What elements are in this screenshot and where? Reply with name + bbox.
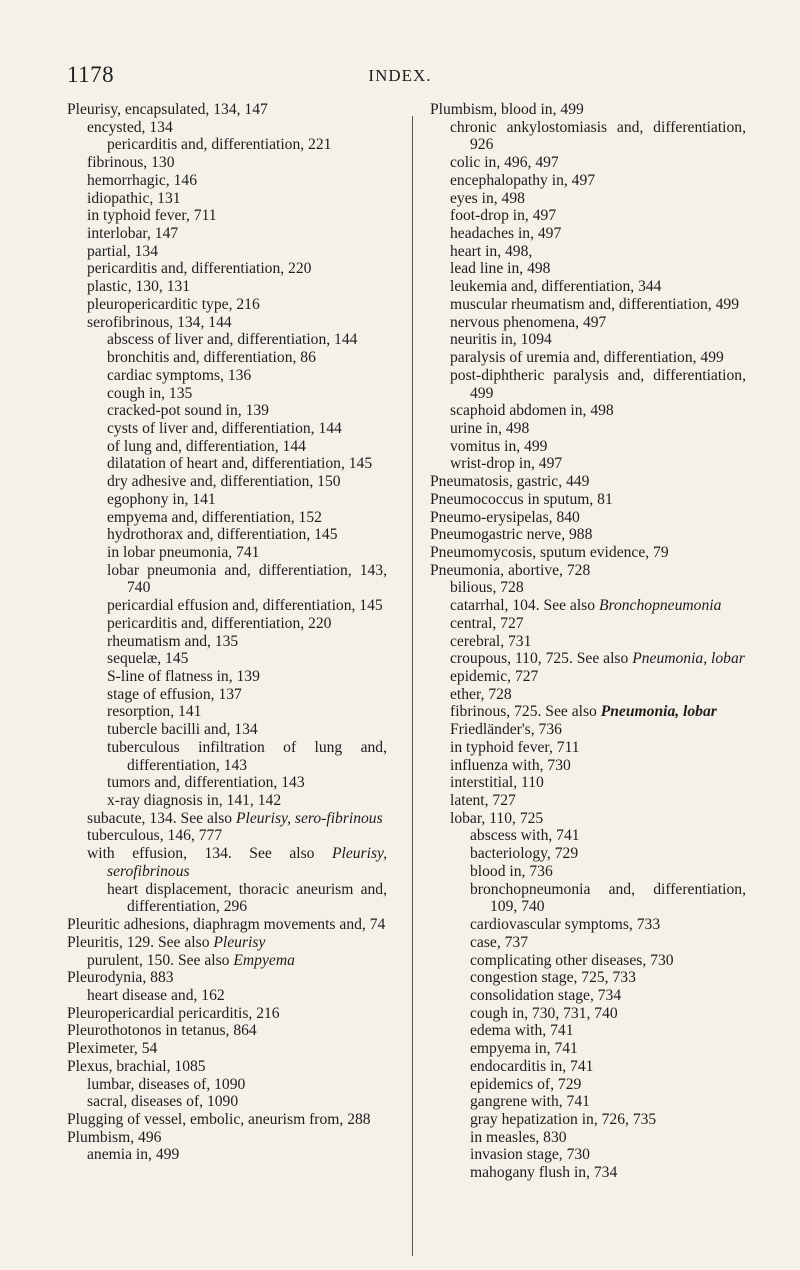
entry-text: Plumbism, 496 xyxy=(67,1128,162,1146)
index-entry xyxy=(430,544,746,562)
index-entry xyxy=(67,260,387,278)
entry-text: Pleurothotonos in tetanus, 864 xyxy=(67,1022,257,1040)
entry-text: subacute, 134. See also xyxy=(87,809,236,827)
entry-text: invasion stage, 730 xyxy=(470,1146,590,1164)
index-entry xyxy=(67,952,387,970)
entry-text: bilious, 728 xyxy=(450,579,524,597)
index-entry xyxy=(67,455,387,473)
entry-text: case, 737 xyxy=(470,933,529,951)
entry-text: partial, 134 xyxy=(87,242,159,260)
entry-text: urine in, 498 xyxy=(450,419,530,437)
index-entry xyxy=(430,1111,746,1129)
entry-text: pericarditis and, differentiation, 221 xyxy=(107,136,332,154)
see-also-reference: Empyema xyxy=(233,951,295,969)
index-entry xyxy=(67,792,387,810)
entry-text: consolidation stage, 734 xyxy=(470,986,622,1004)
index-entry xyxy=(430,633,746,651)
entry-text: in lobar pneumonia, 741 xyxy=(107,543,260,561)
index-column-left xyxy=(67,101,387,1164)
index-entry xyxy=(430,1129,746,1147)
index-entry xyxy=(430,774,746,792)
index-entry xyxy=(430,987,746,1005)
index-entry xyxy=(67,597,387,615)
index-entry xyxy=(67,633,387,651)
index-entry xyxy=(430,1164,746,1182)
entry-text: pericarditis and, differentiation, 220 xyxy=(87,260,312,278)
index-entry xyxy=(67,136,387,154)
index-entry xyxy=(430,172,746,190)
see-also-reference: Pleurisy xyxy=(213,933,266,951)
entry-text: lead line in, 498 xyxy=(450,260,551,278)
entry-text: abscess with, 741 xyxy=(470,827,580,845)
index-entry xyxy=(430,1005,746,1023)
index-entry xyxy=(430,1040,746,1058)
index-entry xyxy=(67,172,387,190)
index-entry xyxy=(67,686,387,704)
entry-text: in typhoid fever, 711 xyxy=(450,738,580,756)
entry-text: S-line of flatness in, 139 xyxy=(107,668,260,685)
entry-text: x-ray diagnosis in, 141, 142 xyxy=(107,792,282,810)
entry-text: pericardial effusion and, differentiation, 145 xyxy=(107,597,383,615)
entry-text: bronchopneumonia and, differentiation, 109, 740 xyxy=(470,880,746,916)
entry-text: Friedländer's, 736 xyxy=(450,721,562,739)
entry-text: Pleuritis, 129. See also xyxy=(67,933,214,951)
index-entry xyxy=(430,438,746,456)
entry-text: cerebral, 731 xyxy=(450,632,532,650)
entry-text: Pleurisy, encapsulated, 134, 147 xyxy=(67,101,268,118)
entry-text: hydrothorax and, differentiation, 145 xyxy=(107,526,338,544)
index-entry xyxy=(430,331,746,349)
entry-text: of lung and, differentiation, 144 xyxy=(107,437,306,455)
entry-text: leukemia and, differentiation, 344 xyxy=(450,278,662,296)
index-entry xyxy=(430,721,746,739)
index-entry xyxy=(430,367,746,402)
index-entry xyxy=(430,650,746,668)
index-entry xyxy=(430,225,746,243)
entry-text: paralysis of uremia and, differentiation, 499 xyxy=(450,349,724,367)
entry-text: heart in, 498, xyxy=(450,242,533,260)
entry-text: headaches in, 497 xyxy=(450,225,562,243)
entry-text: sacral, diseases of, 1090 xyxy=(87,1093,239,1111)
index-entry xyxy=(430,1076,746,1094)
entry-text: cough in, 730, 731, 740 xyxy=(470,1004,618,1022)
entry-text: edema with, 741 xyxy=(470,1022,574,1040)
entry-text: colic in, 496, 497 xyxy=(450,154,559,172)
index-entry xyxy=(67,810,387,828)
entry-text: plastic, 130, 131 xyxy=(87,278,191,296)
index-entry xyxy=(67,207,387,225)
index-entry xyxy=(430,757,746,775)
index-entry xyxy=(430,739,746,757)
index-entry xyxy=(67,1111,387,1129)
entry-text: stage of effusion, 137 xyxy=(107,685,242,703)
index-entry xyxy=(430,1093,746,1111)
entry-text: epidemic, 727 xyxy=(450,668,539,685)
index-entry xyxy=(67,615,387,633)
entry-text: interlobar, 147 xyxy=(87,225,179,243)
entry-text: Pneumogastric nerve, 988 xyxy=(430,526,593,544)
entry-text: egophony in, 141 xyxy=(107,490,216,508)
entry-text: abscess of liver and, differentiation, 144 xyxy=(107,331,358,349)
index-entry xyxy=(430,579,746,597)
entry-text: heart displacement, thoracic aneurism and, differentiation, 296 xyxy=(107,880,387,916)
entry-text: cough in, 135 xyxy=(107,384,193,402)
index-entry xyxy=(430,916,746,934)
entry-text: scaphoid abdomen in, 498 xyxy=(450,402,614,420)
entry-text: Pleuritic adhesions, diaphragm movements and, 74 xyxy=(67,916,386,934)
entry-text: cardiovascular symptoms, 733 xyxy=(470,916,661,934)
index-entry xyxy=(67,296,387,314)
index-entry xyxy=(67,987,387,1005)
index-entry xyxy=(67,916,387,934)
entry-text: congestion stage, 725, 733 xyxy=(470,969,636,987)
entry-text: purulent, 150. See also xyxy=(87,951,234,969)
index-entry xyxy=(67,314,387,332)
entry-text: Pneumococcus in sputum, 81 xyxy=(430,490,613,508)
entry-text: catarrhal, 104. See also xyxy=(450,597,599,615)
index-entry xyxy=(430,1146,746,1164)
index-entry xyxy=(67,278,387,296)
entry-text: anemia in, 499 xyxy=(87,1146,180,1164)
index-entry xyxy=(430,296,746,314)
entry-text: Plugging of vessel, embolic, aneurism from, 288 xyxy=(67,1110,371,1128)
index-entry xyxy=(67,526,387,544)
index-entry xyxy=(67,1129,387,1147)
index-entry xyxy=(430,402,746,420)
index-entry xyxy=(67,881,387,916)
index-entry xyxy=(67,774,387,792)
index-entry xyxy=(67,562,387,597)
index-entry xyxy=(67,934,387,952)
entry-text: serofibrinous, 134, 144 xyxy=(87,313,232,331)
index-entry xyxy=(67,491,387,509)
index-entry xyxy=(67,243,387,261)
entry-text: tuberculous infiltration of lung and, differentiation, 143 xyxy=(107,738,387,774)
entry-text: croupous, 110, 725. See also xyxy=(450,650,633,668)
index-entry xyxy=(430,863,746,881)
index-entry xyxy=(430,243,746,261)
index-entry xyxy=(67,650,387,668)
index-entry xyxy=(67,544,387,562)
entry-text: eyes in, 498 xyxy=(450,189,525,207)
entry-text: lumbar, diseases of, 1090 xyxy=(87,1075,246,1093)
entry-text: rheumatism and, 135 xyxy=(107,632,239,650)
entry-text: interstitial, 110 xyxy=(450,774,544,792)
entry-text: sequelæ, 145 xyxy=(107,650,189,668)
see-also-reference: Bronchopneumonia xyxy=(598,597,722,615)
see-also-reference: Pleurisy, serofibrinous xyxy=(107,845,387,880)
entry-text: fibrinous, 130 xyxy=(87,154,175,172)
index-entry xyxy=(430,881,746,916)
index-entry xyxy=(430,119,746,154)
index-entry xyxy=(67,385,387,403)
index-entry xyxy=(430,810,746,828)
index-entry xyxy=(430,703,746,721)
see-also-reference: Pleurisy, sero-fibrinous xyxy=(235,809,383,827)
index-entry xyxy=(67,1093,387,1111)
entry-text: resorption, 141 xyxy=(107,703,202,721)
index-entry xyxy=(67,721,387,739)
entry-text: vomitus in, 499 xyxy=(450,437,548,455)
index-entry xyxy=(67,827,387,845)
index-entry xyxy=(430,190,746,208)
see-also-reference: Pneumonia, lobar xyxy=(600,703,717,721)
entry-text: in typhoid fever, 711 xyxy=(87,207,217,225)
entry-text: foot-drop in, 497 xyxy=(450,207,557,225)
index-entry xyxy=(430,562,746,580)
entry-text: cracked-pot sound in, 139 xyxy=(107,402,269,420)
entry-text: neuritis in, 1094 xyxy=(450,331,552,349)
index-entry xyxy=(430,491,746,509)
entry-text: tubercle bacilli and, 134 xyxy=(107,721,258,739)
index-entry xyxy=(430,827,746,845)
entry-text: encysted, 134 xyxy=(87,118,173,136)
column-divider xyxy=(412,116,413,1256)
index-entry xyxy=(430,668,746,686)
index-entry xyxy=(430,101,746,119)
index-entry xyxy=(430,845,746,863)
index-entry xyxy=(67,845,387,880)
entry-text: wrist-drop in, 497 xyxy=(450,455,563,473)
entry-text: endocarditis in, 741 xyxy=(470,1057,594,1075)
index-entry xyxy=(67,1058,387,1076)
entry-text: pericarditis and, differentiation, 220 xyxy=(107,614,332,632)
index-entry xyxy=(67,703,387,721)
entry-text: Pleximeter, 54 xyxy=(67,1040,158,1058)
entry-text: in measles, 830 xyxy=(470,1128,567,1146)
entry-text: gray hepatization in, 726, 735 xyxy=(470,1110,657,1128)
entry-text: fibrinous, 725. See also xyxy=(450,703,601,721)
entry-text: idiopathic, 131 xyxy=(87,189,181,207)
index-entry xyxy=(430,314,746,332)
entry-text: Pneumo-erysipelas, 840 xyxy=(430,508,580,526)
entry-text: blood in, 736 xyxy=(470,862,553,880)
entry-text: Pneumomycosis, sputum evidence, 79 xyxy=(430,543,669,561)
entry-text: cysts of liver and, differentiation, 144 xyxy=(107,419,342,437)
index-entry xyxy=(67,1146,387,1164)
index-entry xyxy=(430,1058,746,1076)
entry-text: Plexus, brachial, 1085 xyxy=(67,1057,206,1075)
index-entry xyxy=(67,473,387,491)
entry-text: empyema in, 741 xyxy=(470,1040,578,1058)
entry-text: cardiac symptoms, 136 xyxy=(107,366,252,384)
index-entry xyxy=(67,668,387,686)
entry-text: epidemics of, 729 xyxy=(470,1075,582,1093)
entry-text: Plumbism, blood in, 499 xyxy=(430,101,584,118)
entry-text: latent, 727 xyxy=(450,792,516,810)
index-entry xyxy=(430,154,746,172)
page-number: 1178 xyxy=(67,62,115,87)
entry-text: chronic ankylostomiasis and, differentiation, 926 xyxy=(450,118,746,154)
index-entry xyxy=(430,207,746,225)
index-entry xyxy=(67,969,387,987)
entry-text: bronchitis and, differentiation, 86 xyxy=(107,349,316,367)
entry-text: tumors and, differentiation, 143 xyxy=(107,774,305,792)
index-entry xyxy=(67,154,387,172)
entry-text: heart disease and, 162 xyxy=(87,986,225,1004)
entry-text: central, 727 xyxy=(450,614,524,632)
index-entry xyxy=(430,455,746,473)
index-entry xyxy=(67,1022,387,1040)
index-entry xyxy=(430,615,746,633)
index-entry xyxy=(67,1076,387,1094)
entry-text: complicating other diseases, 730 xyxy=(470,951,674,969)
entry-text: influenza with, 730 xyxy=(450,756,571,774)
entry-text: Pneumatosis, gastric, 449 xyxy=(430,473,590,491)
entry-text: lobar, 110, 725 xyxy=(450,809,544,827)
index-entry xyxy=(430,526,746,544)
index-entry xyxy=(67,438,387,456)
index-entry xyxy=(67,349,387,367)
index-entry xyxy=(430,686,746,704)
entry-text: pleuropericarditic type, 216 xyxy=(87,295,260,313)
index-entry xyxy=(430,349,746,367)
index-entry xyxy=(67,739,387,774)
index-entry xyxy=(67,420,387,438)
entry-text: ether, 728 xyxy=(450,685,512,703)
entry-text: empyema and, differentiation, 152 xyxy=(107,508,322,526)
index-entry xyxy=(67,190,387,208)
index-entry xyxy=(430,952,746,970)
running-head: INDEX. xyxy=(368,66,432,85)
index-entry xyxy=(430,509,746,527)
entry-text: Pneumonia, abortive, 728 xyxy=(430,561,591,579)
entry-text: nervous phenomena, 497 xyxy=(450,313,607,331)
index-entry xyxy=(430,278,746,296)
entry-text: encephalopathy in, 497 xyxy=(450,171,596,189)
index-entry xyxy=(67,101,387,119)
index-entry xyxy=(67,367,387,385)
index-entry xyxy=(67,225,387,243)
index-entry xyxy=(430,1022,746,1040)
index-entry xyxy=(67,1040,387,1058)
index-entry xyxy=(67,402,387,420)
entry-text: dry adhesive and, differentiation, 150 xyxy=(107,473,341,491)
index-entry xyxy=(67,1005,387,1023)
entry-text: lobar pneumonia and, differentiation, 143, 740 xyxy=(107,561,387,597)
index-entry xyxy=(430,473,746,491)
index-entry xyxy=(430,969,746,987)
index-entry xyxy=(430,597,746,615)
index-entry xyxy=(430,260,746,278)
index-column-right xyxy=(430,101,746,1182)
entry-text: mahogany flush in, 734 xyxy=(470,1164,618,1182)
entry-text: Pleurodynia, 883 xyxy=(67,969,174,987)
entry-text: tuberculous, 146, 777 xyxy=(87,827,223,845)
index-entry xyxy=(430,792,746,810)
entry-text: dilatation of heart and, differentiation, 145 xyxy=(107,455,373,473)
index-entry xyxy=(430,934,746,952)
index-entry xyxy=(67,331,387,349)
entry-text: muscular rheumatism and, differentiation, 499 xyxy=(450,295,739,313)
index-entry xyxy=(430,420,746,438)
entry-text: with effusion, 134. See also xyxy=(87,845,332,863)
index-entry xyxy=(67,509,387,527)
entry-text: bacteriology, 729 xyxy=(470,845,579,863)
entry-text: gangrene with, 741 xyxy=(470,1093,590,1111)
see-also-reference: Pneumonia, lobar xyxy=(632,650,745,668)
index-entry xyxy=(67,119,387,137)
entry-text: Pleuropericardial pericarditis, 216 xyxy=(67,1004,280,1022)
entry-text: hemorrhagic, 146 xyxy=(87,171,197,189)
entry-text: post-diphtheric paralysis and, differentiation, 499 xyxy=(450,366,746,402)
